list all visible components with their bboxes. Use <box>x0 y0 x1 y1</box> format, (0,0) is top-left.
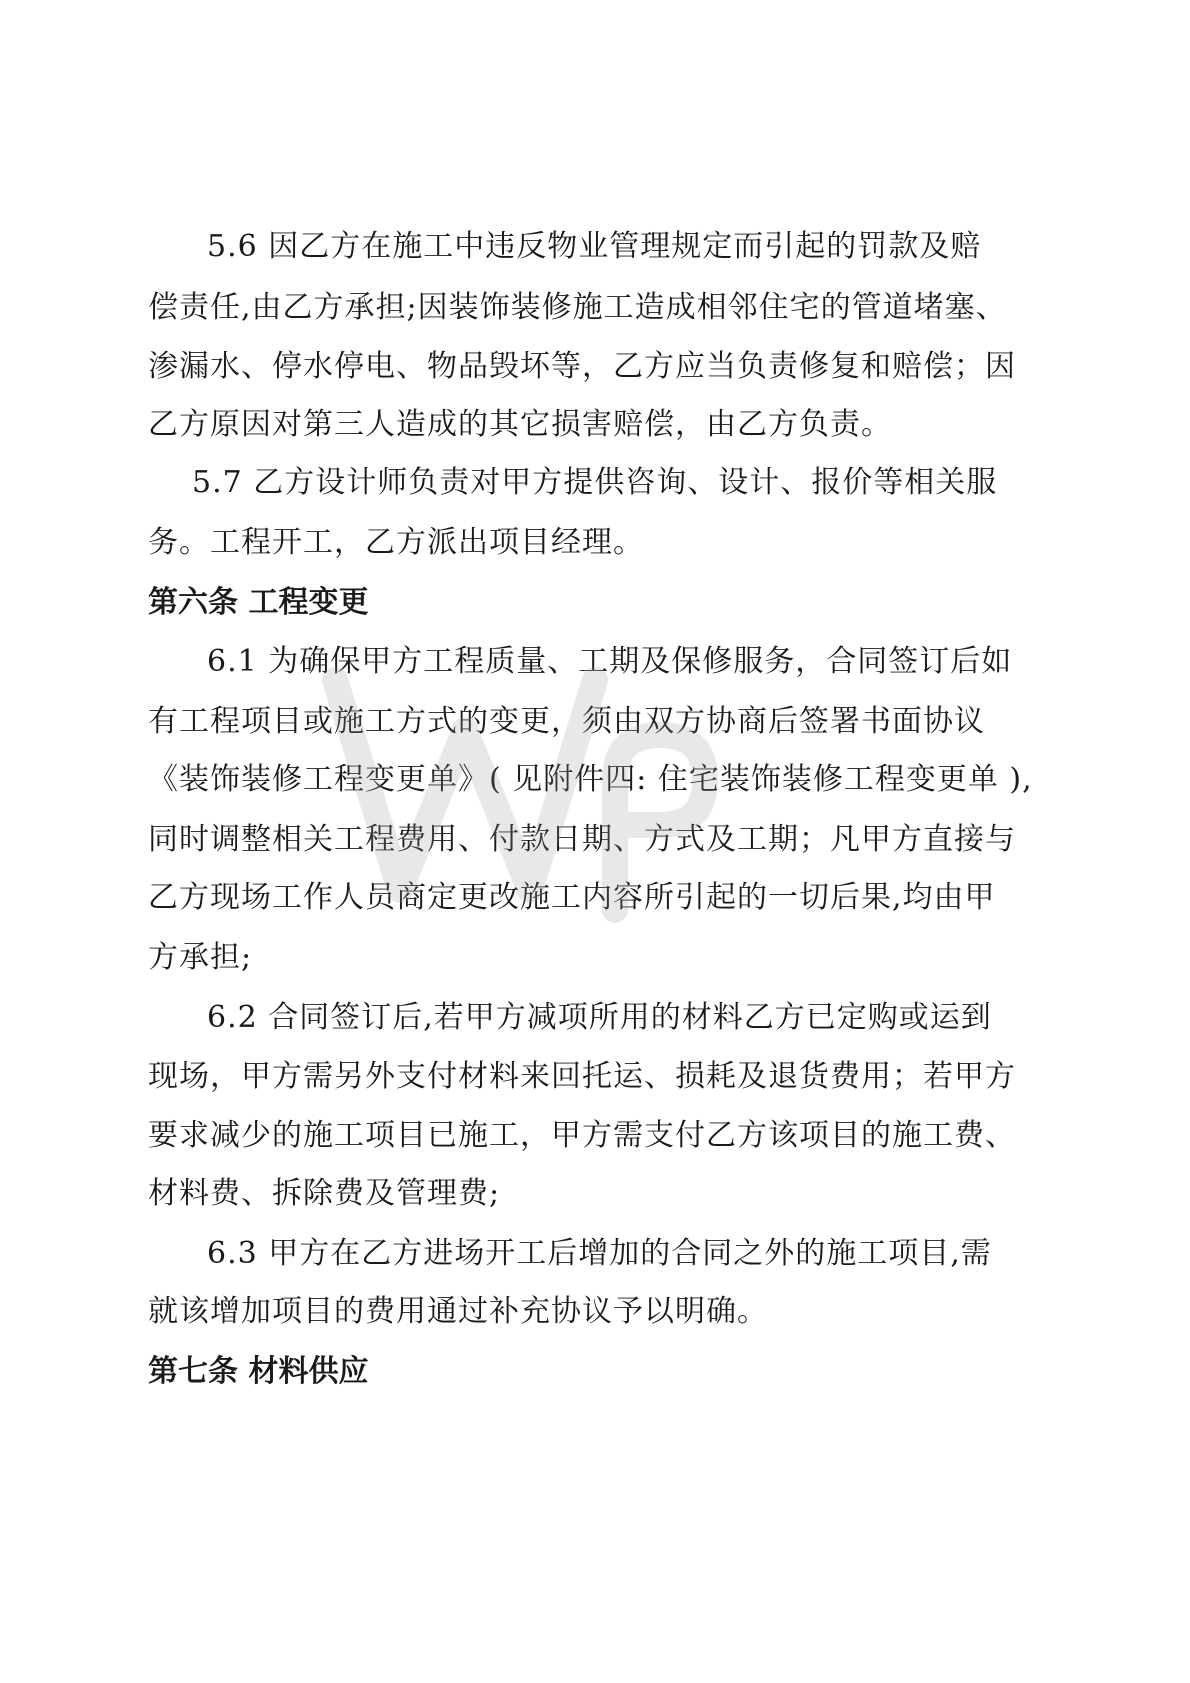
clause-6-1-line-5: 乙方现场工作人员商定更改施工内容所引起的一切后果,均由甲 <box>148 880 996 915</box>
clause-6-3-line-1: 6.3 甲方在乙方进场开工后增加的合同之外的施工项目,需 <box>207 1236 992 1271</box>
clause-6-1-line-2: 有工程项目或施工方式的变更，须由双方协商后签署书面协议 <box>148 704 985 739</box>
clause-6-1-line-4: 同时调整相关工程费用、付款日期、方式及工期；凡甲方直接与 <box>148 822 1016 857</box>
clause-5-6-line-4: 乙方原因对第三人造成的其它损害赔偿，由乙方负责。 <box>148 407 892 442</box>
clause-5-6-line-3: 渗漏水、停水停电、物品毁坏等，乙方应当负责修复和赔偿；因 <box>148 349 1016 384</box>
clause-6-1-line-3: 《装饰装修工程变更单》( 见附件四: 住宅装饰装修工程变更单 ), <box>148 762 1033 797</box>
clause-6-2-line-4: 材料费、拆除费及管理费; <box>148 1176 501 1211</box>
clause-5-6-line-2: 偿责任,由乙方承担;因装饰装修施工造成相邻住宅的管道堵塞、 <box>148 290 1007 325</box>
clause-6-2-line-3: 要求减少的施工项目已施工，甲方需支付乙方该项目的施工费、 <box>148 1118 1016 1153</box>
clause-5-6-line-1: 5.6 因乙方在施工中违反物业管理规定而引起的罚款及赔 <box>207 229 982 264</box>
clause-6-3-line-2: 就该增加项目的费用通过补充协议予以明确。 <box>148 1294 768 1329</box>
section-heading-article-6: 第六条 工程变更 <box>148 585 369 620</box>
clause-5-7-line-2: 务。工程开工，乙方派出项目经理。 <box>148 525 644 560</box>
clause-6-1-line-6: 方承担; <box>148 940 253 975</box>
clause-6-2-line-1: 6.2 合同签订后,若甲方减项所用的材料乙方已定购或运到 <box>207 1000 992 1035</box>
clause-5-7-line-1: 5.7 乙方设计师负责对甲方提供咨询、设计、报价等相关服 <box>192 465 998 500</box>
clause-6-1-line-1: 6.1 为确保甲方工程质量、工期及保修服务，合同签订后如 <box>207 644 1013 679</box>
section-heading-article-7: 第七条 材料供应 <box>148 1354 369 1389</box>
clause-6-2-line-2: 现场，甲方需另外支付材料来回托运、损耗及退货费用；若甲方 <box>148 1059 1016 1094</box>
